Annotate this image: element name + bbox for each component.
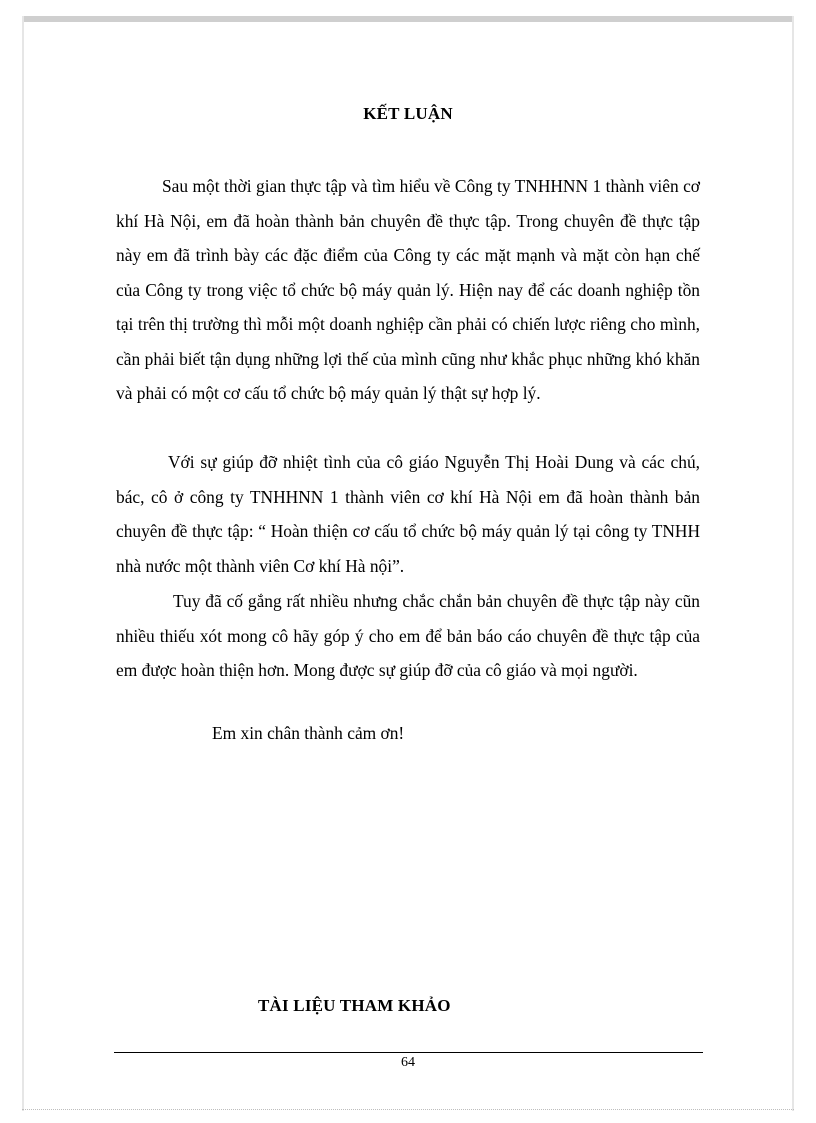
page-border-left	[22, 16, 24, 1111]
page-number: 64	[401, 1055, 415, 1070]
paragraph-3-text: Tuy đã cố gắng rất nhiều nhưng chắc chắn bản chuyên đề thực tập này cũn nhiều thiếu xót mong cô hãy góp ý cho em để bản báo cáo chuyên đề thực tập của em được hoàn thiện hơn. Mong được sự giúp đỡ của cô giáo và mọi người.	[116, 591, 700, 680]
footer-rule	[114, 1052, 703, 1053]
paragraph-1	[116, 169, 700, 411]
paragraph-2	[116, 445, 700, 583]
paragraph-2-text: Với sự giúp đỡ nhiệt tình của cô giáo Nguyễn Thị Hoài Dung và các chú, bác, cô ở công ty TNHHNN 1 thành viên cơ khí Hà Nội em đã hoàn thành bản chuyên đề thực tập: “ Hoàn thiện cơ cấu tổ chức bộ máy quản lý tại công ty TNHH nhà nước một thành viên Cơ khí Hà nội”.	[116, 452, 700, 576]
page-border-right	[792, 16, 794, 1111]
paragraph-3	[116, 584, 700, 688]
page-border-top	[22, 16, 794, 22]
thanks-line: Em xin chân thành cảm ơn!	[212, 723, 405, 743]
page-border-bottom	[22, 1109, 794, 1110]
references-heading: TÀI LIỆU THAM KHẢO	[258, 996, 451, 1015]
conclusion-heading: KẾT LUẬN	[363, 104, 453, 123]
paragraph-1-text: Sau một thời gian thực tập và tìm hiểu về Công ty TNHHNN 1 thành viên cơ khí Hà Nội, em đã hoàn thành bản chuyên đề thực tập. Trong chuyên đề thực tập này em đã trình bày các đặc điểm của Công ty các mặt mạnh và mặt còn hạn chế của Công ty trong việc tổ chức bộ máy quản lý. Hiện nay để các doanh nghiệp tồn tại trên thị trường thì mỗi một doanh nghiệp cần phải có chiến lược riêng cho mình, cần phải biết tận dụng những lợi thế của mình cũng như khắc phục những khó khăn và phải có một cơ cấu tổ chức bộ máy quản lý thật sự hợp lý.	[116, 176, 700, 403]
